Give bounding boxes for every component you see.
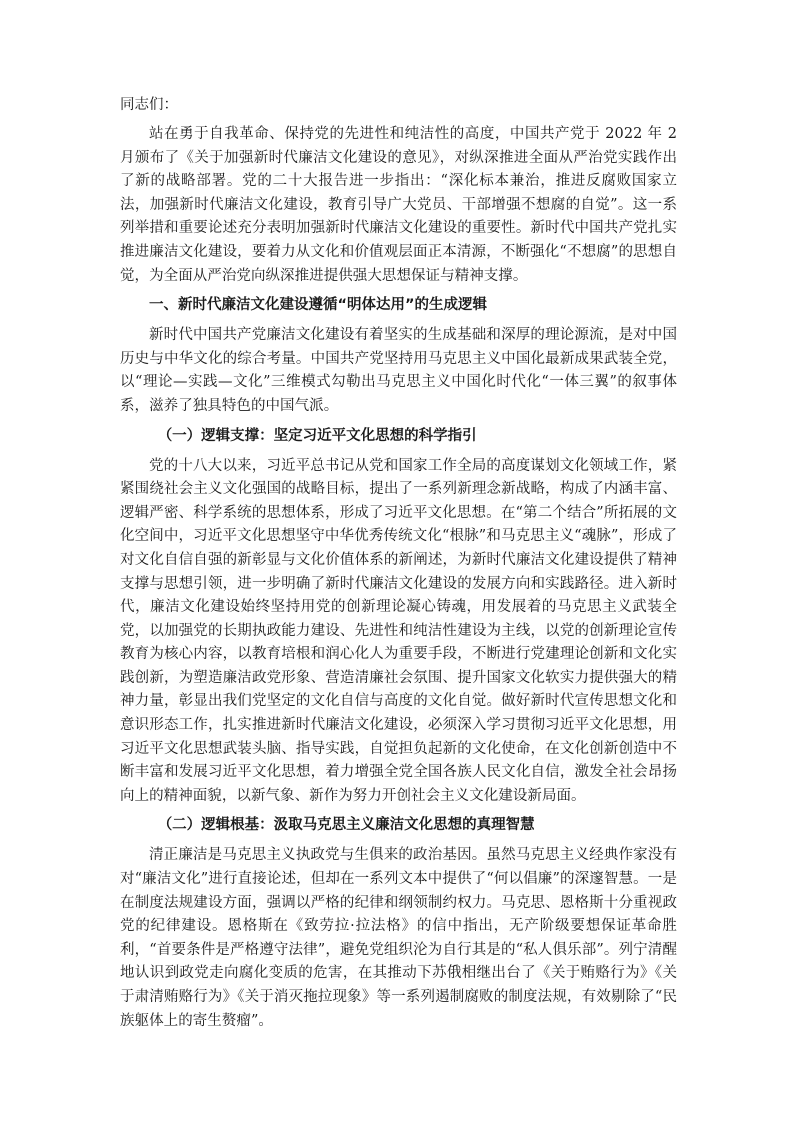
- document-page: [120, 93, 677, 1038]
- subsection-one-heading: （一）逻辑支撑：坚定习近平文化思想的科学指引: [157, 427, 477, 444]
- salutation: 同志们：: [120, 97, 178, 113]
- subsection-one-paragraph: 党的十八大以来，习近平总书记从党和国家工作全局的高度谋划文化领域工作，紧紧围绕社会主义文化强国的战略目标，提出了一系列新理念新战略，构成了内涵丰富、逻辑严密、科学系统的思想体系，形成了习近平文化思想。在“第二个结合”所拓展的文化空间中，习近平文化思想坚守中华优秀传统文化“根脉”和马克思主义“魂脉”，形成了对文化自信自强的新彰显与文化价值体系的新阐述，为新时代廉洁文化建设提供了精神支撑与思想引领，进一步明确了新时代廉洁文化建设的发展方向和实践路径。进入新时代，廉洁文化建设始终坚持用党的创新理论凝心铸魂，用发展着的马克思主义武装全党，以加强党的长期执政能力建设、先进性和纯洁性建设为主线，以党的创新理论宣传教育为核心内容，以教育培根和润心化人为重要手段，不断进行党建理论创新和文化实践创新，为塑造廉洁政党形象、营造清廉社会氛围、提升国家文化软实力提供强大的精神力量，彰显出我们党坚定的文化自信与高度的文化自觉。做好新时代宣传思想文化和意识形态工作，扎实推进新时代廉洁文化建设，必须深入学习贯彻习近平文化思想，用习近平文化思想武装头脑、指导实践，自觉担负起新的文化使命，在文化创新创造中不断丰富和发展习近平文化思想，着力增强全党全国各族人民文化自信，激发全社会昂扬向上的精神面貌，以新气象、新作为努力开创社会主义文化建设新局面。: [120, 457, 677, 804]
- section-one-paragraph: 新时代中国共产党廉洁文化建设有着坚实的生成基础和深厚的理论源流，是对中国历史与中华文化的综合考量。中国共产党坚持用马克思主义中国化最新成果武装全党，以“理论—实践—文化”三维模式勾勒出马克思主义中国化时代化“一体三翼”的叙事体系，滋养了独具特色的中国气派。: [120, 327, 677, 414]
- subsection-two-heading: （二）逻辑根基：汲取马克思主义廉洁文化思想的真理智慧: [157, 817, 535, 834]
- subsection-two-paragraph: 清正廉洁是马克思主义执政党与生俱来的政治基因。虽然马克思主义经典作家没有对“廉洁文化”进行直接论述，但却在一系列文本中提供了“何以倡廉”的深邃智慧。一是在制度法规建设方面，强调以严格的纪律和纲领制约权力。马克思、恩格斯十分重视政党的纪律建设。恩格斯在《致劳拉·拉法格》的信中指出，无产阶级要想保证革命胜利，“首要条件是严格遵守法律”，避免党组织沦为自行其是的“私人俱乐部”。列宁清醒地认识到政党走向腐化变质的危害，在其推动下苏俄相继出台了《关于贿赂行为》《关于肃清贿赂行为》《关于消灭拖拉现象》等一系列遏制腐败的制度法规，有效剔除了“民族躯体上的寄生赘瘤”。: [120, 847, 677, 1029]
- intro-paragraph: 站在勇于自我革命、保持党的先进性和纯洁性的高度，中国共产党于 2022 年 2 月颁布了《关于加强新时代廉洁文化建设的意见》，对纵深推进全面从严治党实践作出了新的战略部署。党的二十大报告进一步指出：“深化标本兼治，推进反腐败国家立法，加强新时代廉洁文化建设，教育引导广大党员、干部增强不想腐的自觉”。这一系列举措和重要论述充分表明加强新时代廉洁文化建设的重要性。新时代中国共产党扎实推进廉洁文化建设，要着力从文化和价值观层面正本清源，不断强化“不想腐”的思想自觉，为全面从严治党向纵深推进提供强大思想保证与精神支撑。: [120, 126, 677, 284]
- section-one-heading: 一、新时代廉洁文化建设遵循“明体达用”的生成逻辑: [149, 297, 488, 314]
